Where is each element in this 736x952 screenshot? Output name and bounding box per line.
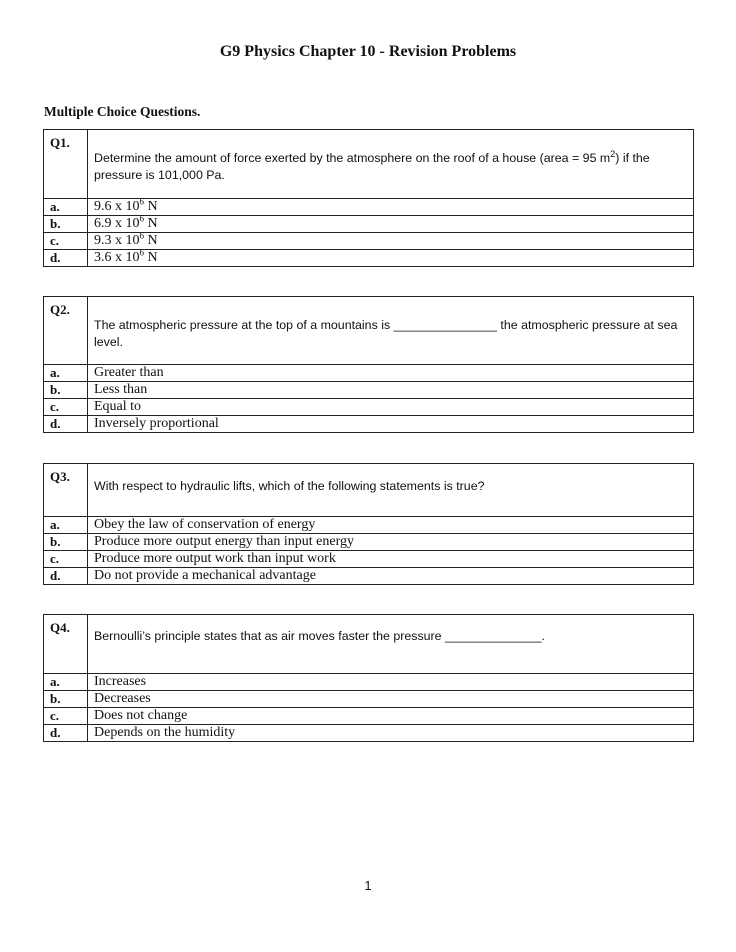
option-row bbox=[44, 674, 694, 691]
option-text: Produce more output energy than input energy bbox=[88, 534, 694, 551]
question-number: Q2. bbox=[44, 297, 88, 365]
option-label: d. bbox=[44, 568, 88, 585]
option-text: Greater than bbox=[88, 365, 694, 382]
option-label: a. bbox=[44, 674, 88, 691]
option-text: Do not provide a mechanical advantage bbox=[88, 568, 694, 585]
option-text: 3.6 x $10^6$ N bbox=[88, 250, 694, 267]
option-label: b. bbox=[44, 382, 88, 399]
option-label: d. bbox=[44, 250, 88, 267]
option-row bbox=[44, 568, 694, 585]
option-row bbox=[44, 382, 694, 399]
option-label: d. bbox=[44, 416, 88, 433]
option-label: c. bbox=[44, 551, 88, 568]
option-text: Decreases bbox=[88, 691, 694, 708]
option-text: Depends on the humidity bbox=[88, 725, 694, 742]
question-text: Bernoulli’s principle states that as air moves faster the pressure ______________. bbox=[88, 615, 694, 674]
question-text: The atmospheric pressure at the top of a mountains is _______________ the atmospheric pressure at sea level. bbox=[88, 297, 694, 365]
option-label: d. bbox=[44, 725, 88, 742]
option-text: Inversely proportional bbox=[88, 416, 694, 433]
option-text: Does not change bbox=[88, 708, 694, 725]
option-row bbox=[44, 365, 694, 382]
option-text: Less than bbox=[88, 382, 694, 399]
option-label: c. bbox=[44, 708, 88, 725]
option-row bbox=[44, 691, 694, 708]
option-row bbox=[44, 517, 694, 534]
option-text: Increases bbox=[88, 674, 694, 691]
question-number: Q1. bbox=[44, 130, 88, 199]
option-text: Produce more output work than input work bbox=[88, 551, 694, 568]
option-label: a. bbox=[44, 365, 88, 382]
option-row bbox=[44, 708, 694, 725]
question-number: Q4. bbox=[44, 615, 88, 674]
question-text: Determine the amount of force exerted by the atmosphere on the roof of a house (area = 95 $m^2$) if the pressure is 101,000 Pa. bbox=[88, 130, 694, 199]
question-number: Q3. bbox=[44, 464, 88, 517]
option-label: b. bbox=[44, 691, 88, 708]
page-number: 1 bbox=[364, 878, 372, 893]
option-label: c. bbox=[44, 399, 88, 416]
option-label: a. bbox=[44, 199, 88, 216]
option-row bbox=[44, 399, 694, 416]
question-table-q3 bbox=[43, 463, 694, 585]
option-text: Obey the law of conservation of energy bbox=[88, 517, 694, 534]
option-text: Equal to bbox=[88, 399, 694, 416]
option-row bbox=[44, 551, 694, 568]
option-label: b. bbox=[44, 216, 88, 233]
option-text: 9.6 x $10^6$ N bbox=[88, 199, 694, 216]
question-table-q1 bbox=[43, 129, 694, 267]
section-heading: Multiple Choice Questions. bbox=[44, 104, 201, 119]
question-table-q4 bbox=[43, 614, 694, 742]
option-label: b. bbox=[44, 534, 88, 551]
question-text: With respect to hydraulic lifts, which of the following statements is true? bbox=[88, 464, 694, 517]
option-text: 6.9 x $10^6$ N bbox=[88, 216, 694, 233]
option-label: a. bbox=[44, 517, 88, 534]
option-label: c. bbox=[44, 233, 88, 250]
option-row bbox=[44, 725, 694, 742]
option-row bbox=[44, 534, 694, 551]
option-row bbox=[44, 250, 694, 267]
option-text: 9.3 x $10^6$ N bbox=[88, 233, 694, 250]
option-row bbox=[44, 416, 694, 433]
page-title: G9 Physics Chapter 10 - Revision Problems bbox=[219, 43, 517, 60]
question-table-q2 bbox=[43, 296, 694, 433]
